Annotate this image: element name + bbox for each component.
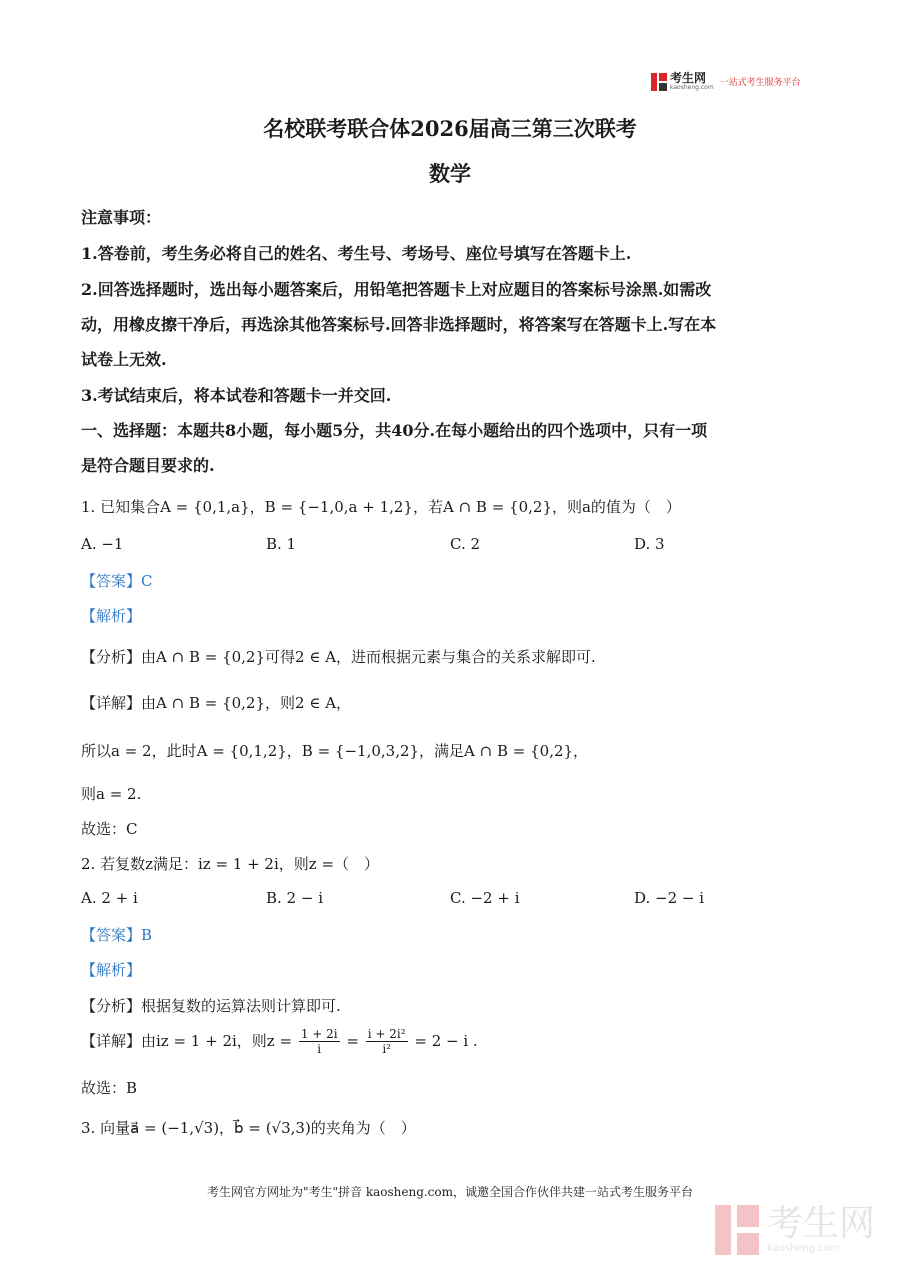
notice-item-2-line-2: 动，用橡皮擦干净后，再选涂其他答案标号.回答非选择题时，将答案写在答题卡上.写在本 — [81, 315, 717, 334]
q1-option-d: D. 3 — [634, 535, 665, 553]
notice-item-2-line-3: 试卷上无效. — [81, 350, 167, 369]
watermark-name: 考生网 — [767, 1203, 876, 1244]
brand-logo — [651, 72, 801, 91]
q1-step-2: 则a = 2. — [81, 785, 142, 803]
q1-option-b: B. 1 — [266, 535, 297, 553]
section-heading-line-1: 一、选择题：本题共8小题，每小题5分，共40分.在每小题给出的四个选项中，只有一项 — [81, 421, 708, 440]
logo-name: 考生网 — [670, 71, 707, 85]
q1-choice: 故选：C — [81, 820, 138, 838]
q1-option-a: A. −1 — [81, 535, 124, 553]
q1-option-c: C. 2 — [450, 535, 481, 553]
q2-fenxi: 【分析】根据复数的运算法则计算即可. — [81, 997, 341, 1015]
q2-xiangjie — [81, 1027, 478, 1057]
q2-equals: = — [346, 1031, 359, 1050]
q1-analysis-tag: 【解析】 — [81, 607, 142, 625]
question-1-stem: 1. 已知集合A = {0,1,a}，B = {−1,0,a + 1,2}，若A ∩ B = {0,2}，则a的值为（ ） — [81, 498, 681, 516]
q2-fraction-1 — [299, 1027, 340, 1057]
watermark-icon — [715, 1205, 759, 1255]
notice-item-2-line-1: 2.回答选择题时，选出每小题答案后，用铅笔把答题卡上对应题目的答案标号涂黑.如需改 — [81, 280, 712, 299]
notice-item-3: 3.考试结束后，将本试卷和答题卡一并交回. — [81, 386, 392, 405]
section-heading-line-2: 是符合题目要求的. — [81, 456, 215, 475]
q2-fraction-1-denominator: i — [317, 1042, 322, 1057]
watermark-logo — [715, 1205, 875, 1255]
logo-slogan: 一站式考生服务平台 — [719, 78, 801, 88]
q2-option-c: C. −2 + i — [450, 889, 520, 907]
q2-xiangjie-suffix: = 2 − i . — [414, 1031, 478, 1050]
exam-subject: 数学 — [429, 161, 471, 186]
q1-xiangjie: 【详解】由A ∩ B = {0,2}，则2 ∈ A， — [81, 694, 352, 712]
logo-domain: kaosheng.com — [670, 84, 714, 91]
q2-fraction-1-numerator: 1 + 2i — [300, 1027, 338, 1041]
page-footer: 考生网官方网址为"考生"拼音 kaosheng.com，诚邀全国合作伙伴共建一站式考生服务平台 — [206, 1185, 694, 1199]
q2-option-d: D. −2 − i — [634, 889, 705, 907]
q1-step-1: 所以a = 2，此时A = {0,1,2}，B = {−1,0,3,2}，满足A ∩ B = {0,2}， — [81, 742, 589, 760]
exam-title: 名校联考联合体2026届高三第三次联考 — [263, 116, 637, 141]
q2-option-a: A. 2 + i — [81, 889, 138, 907]
question-2-stem: 2. 若复数z满足：iz = 1 + 2i，则z =（ ） — [81, 855, 380, 873]
question-3-stem: 3. 向量a⃗ = (−1,√3)，b⃗ = (√3,3)的夹角为（ ） — [81, 1119, 416, 1137]
notice-heading: 注意事项： — [81, 208, 162, 227]
q2-answer: 【答案】B — [81, 926, 153, 944]
watermark-domain: kaosheng.com — [767, 1243, 840, 1254]
q2-fraction-2-numerator: i + 2i² — [367, 1027, 406, 1041]
logo-icon — [651, 73, 667, 91]
notice-item-1: 1.答卷前，考生务必将自己的姓名、考生号、考场号、座位号填写在答题卡上. — [81, 244, 632, 263]
q2-xiangjie-prefix: 【详解】由iz = 1 + 2i，则z = — [81, 1031, 293, 1050]
q2-choice: 故选：B — [81, 1079, 138, 1097]
q1-answer: 【答案】C — [81, 572, 153, 590]
q2-option-b: B. 2 − i — [266, 889, 324, 907]
q2-fraction-2-denominator: i² — [382, 1042, 391, 1057]
q2-fraction-2 — [366, 1027, 408, 1057]
q2-analysis-tag: 【解析】 — [81, 961, 142, 979]
q1-fenxi: 【分析】由A ∩ B = {0,2}可得2 ∈ A，进而根据元素与集合的关系求解即可. — [81, 648, 596, 666]
